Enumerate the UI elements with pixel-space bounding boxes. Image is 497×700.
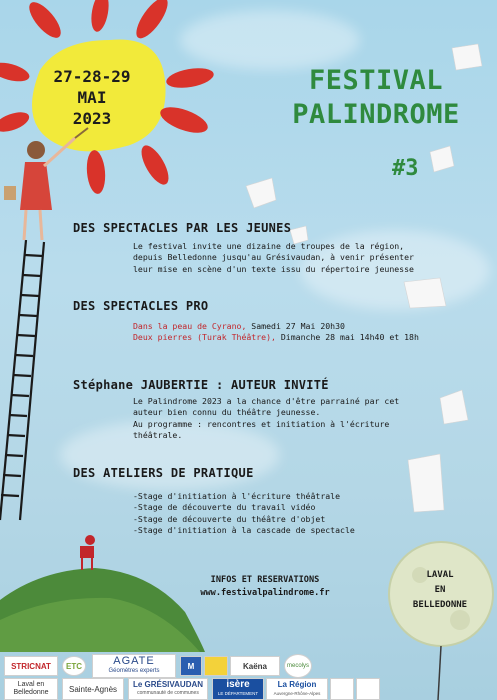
website-link[interactable]: www.festivalpalindrome.fr [200,588,330,598]
sponsor-logos [0,650,497,700]
title-line-2: PALINDROME [292,99,460,130]
section-text-auteur [133,396,399,442]
petal-icon [131,0,173,43]
goat-icon [80,535,95,570]
text-line: théâtrale. [133,430,183,441]
isere-name: isère [226,679,250,690]
show-date: Samedi 27 Mai 20h30 [246,321,345,331]
text-line: leur mise en scène d'un texte issu du répertoire jeunesse [133,263,414,274]
section-heading-ateliers: DES ATELIERS DE PRATIQUE [73,466,254,480]
location-label [392,568,488,613]
list-item: -Stage de découverte du travail vidéo [133,502,316,513]
petal-icon [165,65,215,91]
logo-sainte-agnes: Sainte-Agnès [62,678,124,700]
logo-laval: Laval en Belledonne [4,678,58,700]
petal-icon [24,0,66,43]
petal-icon [89,0,112,33]
dates-month: MAI [77,88,107,107]
list-item: -Stage d'initiation à la cascade de spectacle [133,525,355,536]
title-line-1: FESTIVAL [308,65,444,96]
text-line: Au programme : rencontres et initiation à l'écriture [133,418,390,429]
petal-icon [85,149,107,194]
region-sub: Auvergne-Rhône-Alpes [273,691,321,696]
agate-name: AGATE [113,655,155,667]
text-line: auteur bien connu du théâtre jeunesse. [133,407,321,418]
text-line: depuis Belledonne jusqu'au Grésivaudan, à venir présenter [133,252,414,263]
section-heading-jeunes: DES SPECTACLES PAR LES JEUNES [73,221,292,235]
logo-isere [212,678,264,700]
location-line: BELLEDONNE [412,600,468,610]
location-line: LAVAL [426,570,454,580]
edition-number: #3 [392,156,419,181]
show-date: Dimanche 28 mai 14h40 et 18h [275,332,419,343]
gresivaudan-sub: communauté de communes [137,690,199,696]
logo-kaena: Kaëna [230,656,280,676]
show-title: Dans la peau de Cyrano, [133,321,247,331]
logo-agate [92,654,176,678]
contact-label: INFOS ET RESERVATIONS [210,575,320,585]
list-item: -Stage de découverte du théâtre d'objet [133,513,326,524]
festival-dates [12,66,172,129]
dates-days: 27-28-29 [53,67,131,86]
text-line: Le festival invite une dizaine de troupes de la région, [133,241,405,251]
show-line [133,332,419,343]
logo-yellow [204,656,228,676]
gresivaudan-name: Le GRÉSIVAUDAN [132,680,204,689]
dates-year: 2023 [72,109,112,128]
region-name: La Région [277,680,317,689]
logo-mecolys: mecolys [284,654,312,678]
logo-stricnat: STRICNAT [4,656,58,676]
contact-block [150,574,380,600]
section-text-pro [133,321,419,344]
petal-icon [136,141,174,188]
festival-title [262,64,490,132]
logo-etc: ETC [62,656,86,676]
text-line: Le Palindrome 2023 a la chance d'être parrainé par cet [133,396,400,406]
location-line: EN [434,585,446,595]
list-item: -Stage d'initiation à l'écriture théâtrale [133,491,341,501]
logo-region [266,678,328,700]
section-heading-auteur: Stéphane JAUBERTIE : AUTEUR INVITÉ [73,378,329,392]
show-title: Deux pierres (Turak Théâtre), [133,332,276,343]
agate-sub: Géomètres experts [108,668,160,674]
section-heading-pro: DES SPECTACLES PRO [73,299,209,313]
logo-republique [356,678,380,700]
logo-gresivaudan [128,678,208,700]
show-line [133,321,419,332]
section-list-ateliers [133,491,355,537]
logo-m: M [180,656,202,676]
isere-sub: LE DÉPARTEMENT [217,691,259,696]
logo-badge [330,678,354,700]
ladder-icon [0,240,44,520]
section-text-jeunes [133,241,414,275]
